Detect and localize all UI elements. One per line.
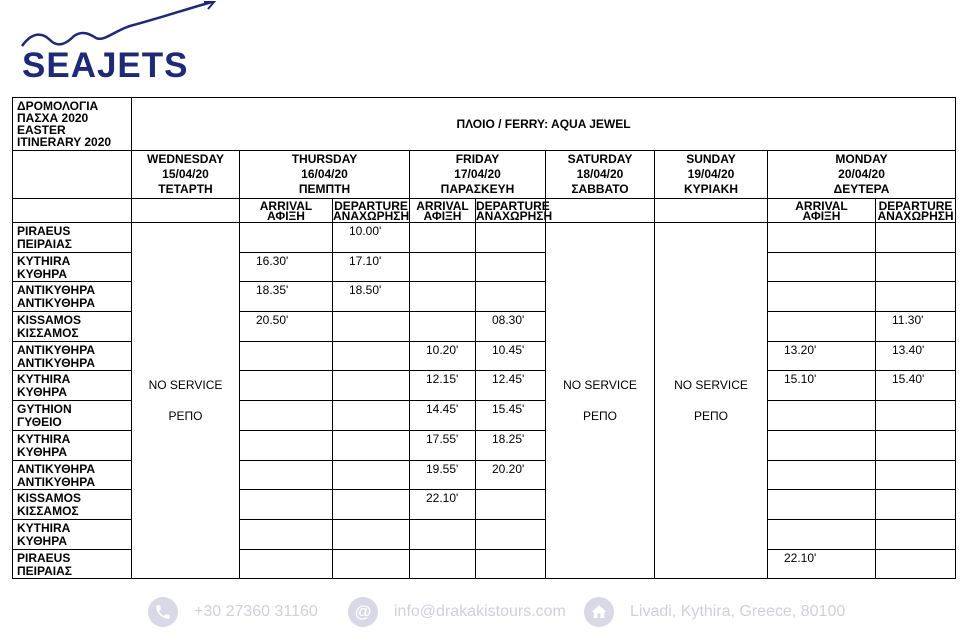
time-cell: 19.55' [410,460,476,490]
time-cell: 17.55' [410,430,476,460]
port-name [13,312,132,342]
time-cell [876,430,956,460]
time-cell [768,282,876,312]
port-name-gr: ΚΙΣΣΑΜΟΣ [17,326,79,341]
port-name [13,460,132,490]
no-service-sunday [655,223,768,579]
port-name [13,519,132,549]
port-name-gr: ΑΝΤΙΚΥΘΗΡΑ [17,474,95,489]
time-cell: 13.40' [876,341,956,371]
arrival-header: ARRIVAL ΑΦΙΞΗ [240,199,333,223]
time-cell [333,430,410,460]
time-cell [240,490,333,520]
time-cell: 15.45' [476,401,546,431]
time-cell [240,549,333,579]
time-cell: 15.40' [876,371,956,401]
port-name-en: ΑΝΤΙΚΥΘΗΡΑ [17,461,95,476]
time-cell [410,223,476,253]
port-name-gr: ΑΝΤΙΚΥΘΗΡΑ [17,355,95,370]
time-cell: 20.50' [240,312,333,342]
time-cell [876,223,956,253]
time-cell [876,549,956,579]
port-name [13,430,132,460]
port-name-en: ΑΝΤΙΚΥΘΗΡΑ [17,342,95,357]
time-cell [240,341,333,371]
itinerary-title-cell [13,98,132,151]
logo-waves-graphic [20,0,220,52]
itinerary-title-gr: ΔΡΟΜΟΛΟΓΙΑ ΠΑΣΧΑ 2020 [17,99,99,125]
port-name-gr: ΠΕΙΡΑΙΑΣ [17,237,72,251]
blank-cell [13,151,132,199]
no-service-en: NO SERVICE [674,378,748,393]
time-cell [410,549,476,579]
port-name-en: KYTHIRA [17,253,71,268]
port-name-en: KISSAMOS [17,313,82,328]
time-cell: 22.10' [768,549,876,579]
time-cell: 16.30' [240,252,333,282]
port-name [13,490,132,520]
day-friday: FRIDAY 17/04/20 ΠΑΡΑΣΚΕΥΗ [410,151,546,199]
day-saturday: SATURDAY 18/04/20 ΣΑΒΒΑΤΟ [546,151,655,199]
time-cell [333,490,410,520]
footer-address [584,592,845,632]
time-cell [240,460,333,490]
time-cell: 14.45' [410,401,476,431]
port-name [13,371,132,401]
time-cell [768,490,876,520]
port-name-en: PIRAEUS [17,550,71,565]
blank-cell [13,199,132,223]
time-cell [768,401,876,431]
seajets-logo [20,0,220,90]
port-name-gr: ΚΙΣΣΑΜΟΣ [17,504,79,519]
port-name-en: GYTHION [17,402,72,417]
port-name-gr: ΚΥΘΗΡΑ [17,533,67,548]
time-cell [240,430,333,460]
time-cell: 15.10' [768,371,876,401]
day-thursday: THURSDAY 16/04/20 ΠΕΜΠΤΗ [240,151,410,199]
time-cell [476,490,546,520]
time-cell [240,519,333,549]
time-cell [476,549,546,579]
subheader-row [13,199,956,223]
time-cell: 10.20' [410,341,476,371]
time-cell [333,549,410,579]
time-cell [476,252,546,282]
time-cell [333,519,410,549]
table-row [13,223,956,253]
time-cell [876,252,956,282]
time-cell [876,401,956,431]
time-cell [333,341,410,371]
time-cell [476,519,546,549]
time-cell [240,371,333,401]
time-cell [476,282,546,312]
departure-header: DEPARTURE ΑΝΑΧΩΡΗΣΗ [333,198,410,223]
day-sunday: SUNDAY 19/04/20 ΚΥΡΙΑΚΗ [655,151,768,199]
time-cell [876,460,956,490]
time-cell: 18.25' [476,430,546,460]
time-cell [333,312,410,342]
time-cell: 13.20' [768,341,876,371]
time-cell [768,252,876,282]
port-name [13,282,132,312]
days-row [13,151,956,199]
day-wednesday: WEDNESDAY 15/04/20 ΤΕΤΑΡΤΗ [132,151,240,199]
blank-cell [546,199,655,223]
phone-text: +30 27360 31160 [194,603,318,620]
time-cell: 20.20' [476,460,546,490]
no-service-saturday [546,223,655,579]
home-icon [584,597,614,627]
port-name-en: KYTHIRA [17,520,71,535]
time-cell: 10.00' [333,223,410,253]
no-service-gr: ΡΕΠΟ [168,409,203,424]
time-cell [410,519,476,549]
departure-header: DEPARTURE ΑΝΑΧΩΡΗΣΗ [476,198,553,223]
no-service-gr: ΡΕΠΟ [582,409,617,424]
blank-cell [655,199,768,223]
time-cell [768,519,876,549]
time-cell: 08.30' [476,312,546,342]
time-cell [410,252,476,282]
port-name [13,223,132,253]
time-cell [410,312,476,342]
at-icon: @ [348,597,378,627]
time-cell: 22.10' [410,490,476,520]
port-name-gr: ΚΥΘΗΡΑ [17,266,67,281]
arrival-header: ARRIVAL ΑΦΙΞΗ [768,199,876,223]
address-text: Livadi, Kythira, Greece, 80100 [630,603,846,620]
day-monday: MONDAY 20/04/20 ΔΕΥΤΕΡΑ [768,151,956,199]
port-name-en: ΑΝΤΙΚΥΘΗΡΑ [17,283,95,298]
time-cell [768,430,876,460]
title-row [13,98,956,151]
time-cell [410,282,476,312]
schedule-table [12,97,956,579]
no-service-en: NO SERVICE [148,378,223,393]
time-cell: 17.10' [333,252,410,282]
time-cell: 11.30' [876,312,956,342]
time-cell [768,312,876,342]
ferry-name: ΠΛΟΙΟ / FERRY: AQUA JEWEL [132,98,956,151]
time-cell [333,371,410,401]
arrival-header: ARRIVAL ΑΦΙΞΗ [410,199,476,223]
time-cell [240,401,333,431]
time-cell [876,490,956,520]
footer-phone[interactable] [148,592,318,632]
port-name-en: KYTHIRA [17,372,71,387]
port-name [13,549,132,579]
port-name-en: PIRAEUS [17,224,71,238]
port-name [13,341,132,371]
time-cell: 10.45' [476,341,546,371]
footer-email[interactable] [348,592,566,632]
email-text: info@drakakistours.com [394,603,566,620]
port-name [13,252,132,282]
time-cell [768,223,876,253]
port-name-gr: ΓΥΘΕΙΟ [17,415,62,430]
port-name-gr: ΠΕΙΡΑΙΑΣ [17,563,72,578]
port-name-gr: ΑΝΤΙΚΥΘΗΡΑ [17,296,95,311]
time-cell [240,223,333,253]
time-cell: 18.35' [240,282,333,312]
no-service-wednesday [132,223,240,579]
time-cell [333,460,410,490]
phone-icon [148,597,178,627]
time-cell: 18.50' [333,282,410,312]
time-cell: 12.15' [410,371,476,401]
no-service-gr: ΡΕΠΟ [693,409,728,424]
contact-footer [0,592,960,632]
time-cell [333,401,410,431]
blank-cell [132,199,240,223]
time-cell [876,282,956,312]
port-name [13,401,132,431]
time-cell [876,519,956,549]
time-cell [476,223,546,253]
time-cell [768,460,876,490]
time-cell: 12.45' [476,371,546,401]
port-name-en: KYTHIRA [17,431,71,446]
departure-header: DEPARTURE ΑΝΑΧΩΡΗΣΗ [877,198,954,223]
port-name-en: KISSAMOS [17,491,82,506]
no-service-en: NO SERVICE [563,378,637,393]
brand-name: SEAJETS [22,46,189,85]
itinerary-title-en: EASTER ITINERARY 2020 [17,123,112,149]
port-name-gr: ΚΥΘΗΡΑ [17,444,67,459]
port-name-gr: ΚΥΘΗΡΑ [17,385,67,400]
